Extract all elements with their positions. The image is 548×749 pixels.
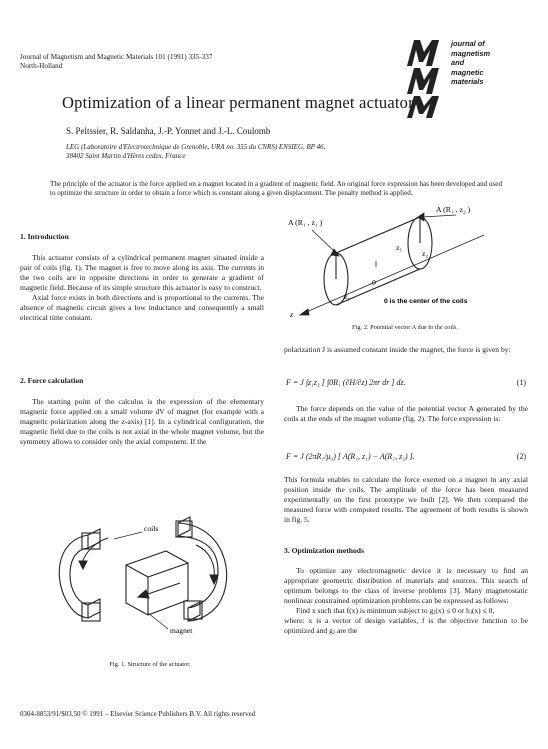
- paper-authors: S. Peltssier, R. Saldanha, J.-P. Yonnet and J.-L. Coulomb: [66, 126, 271, 136]
- journal-logo-text: [451, 39, 490, 87]
- left-coil: [59, 535, 88, 618]
- logo-word: magnetism: [451, 48, 491, 58]
- fig1-label-magnet: magnet: [170, 626, 193, 635]
- fig2-label-a2: A (R₁ , z₂ ): [436, 205, 471, 214]
- fig1-label-coils: coils: [144, 524, 159, 533]
- right-column-body: [284, 345, 528, 355]
- fig2-label-z-axis: z: [290, 310, 294, 319]
- section-2-heading: 2. Force calculation: [20, 376, 84, 385]
- logo-word: materials: [451, 77, 484, 86]
- equation-1-number: (1): [516, 378, 526, 387]
- figure-1-caption: Fig. 1. Structure of the actuator.: [109, 661, 191, 668]
- section-3-heading: 3. Optimization methods: [284, 546, 364, 555]
- paragraph: polarization J is assumed constant inside the magnet, the force is given by:: [284, 345, 511, 354]
- journal-citation: [20, 53, 212, 71]
- section-1-body: [20, 253, 264, 323]
- journal-line-2: North-Holland: [20, 62, 63, 70]
- right-column-body-3: [284, 475, 528, 525]
- paper-title: Optimization of a linear permanent magnet actuator: [62, 93, 414, 112]
- fig2-label-origin: 0: [372, 278, 376, 287]
- fig2-label-z2: z₂: [422, 249, 429, 258]
- paragraph: The starting point of the calculus is the expression of the elementary magnetic force applied on a small volume dV of magnet (for example with a magnetic polarization along the z-axis) [1]. In a cylindrical configuration, the magnetic field due to the coils is not axial in the whole magnet volume, but the symmetry allows to consider only the axial component. If the: [20, 397, 264, 446]
- logo-word: magnetic: [451, 67, 484, 77]
- equation-2-number: (2): [516, 452, 526, 461]
- figure-2-potential-vector: [284, 203, 532, 321]
- figure-1-actuator: [48, 505, 248, 643]
- paragraph: The force depends on the value of the potential vector A generated by the coils at the ends of the magnet volume (fig. 2). The force expression is:: [284, 404, 528, 423]
- paragraph: Axial force exists in both directions and is proportional to the currents. The absence of magnetic circuit gives a low inductance and consequently a small electrical time constant.: [20, 293, 264, 322]
- paragraph: To optimize any electromagnetic device it is necessary to find an appropriate geometric distribution of materials and sources. This search of optimum belongs to the class of inverse problems [3]. Many magnetostatic nonlinear constrained optimization problems can be expressed as follows:: [284, 566, 528, 605]
- author-affiliation: [66, 143, 325, 161]
- equation-2-body: F = J (2πR₁/μ₀) [ A(R₁, z₁) − A(R₁, z₂) ].: [286, 452, 415, 461]
- affiliation-line-1: LEG (Laboratoire d'Electrotechnique de Grenoble, URA no. 355 du CNRS) ENSIEG, BP 46,: [66, 143, 326, 151]
- copyright-footer: 0304-8853/91/$03.50 © 1991 – Elsevier Science Publishers B.V. All rights reserved: [20, 710, 256, 718]
- equation-1-body: F = J ∫z₁z₂ [ ∫0R₁ (∂H/∂z) 2πr dr ] dz.: [286, 378, 406, 387]
- fig2-label-a1: A (R₁ , z₁ ): [288, 218, 323, 227]
- affiliation-line-2: 38402 Saint Martin d'Hères cedex, France: [66, 152, 186, 160]
- section-2-body: [20, 397, 264, 447]
- fig2-label-center-note: 0 is the center of the coils: [384, 298, 468, 305]
- section-1-heading: 1. Introduction: [20, 232, 69, 241]
- right-column-body-2: [284, 404, 528, 424]
- figure-2-caption: Fig. 2. Potential vector A due to the coils.: [352, 324, 458, 331]
- section-3-body: [284, 566, 528, 636]
- equation-1: [286, 372, 526, 398]
- logo-word: journal of: [451, 39, 485, 48]
- abstract: The principle of the actuator is the force applied on a magnet located in a gradient of magnetic field. An original force expression has been developed and used to optimize the structure in order to obtain a force which is constant along a given displacement. The penalty method is applied.: [50, 180, 502, 198]
- logo-word: and: [451, 58, 465, 67]
- fig2-label-z1-bottom: z₁: [344, 292, 351, 301]
- paragraph: This actuator consists of a cylindrical permanent magnet situated inside a pair of coils (fig. 1). The magnet is free to move along its axis. The currents in the two coils are in opposite directions in order to generate a gradient of magnetic field. Because of its simple structure this actuator is easy to construct.: [20, 253, 264, 292]
- journal-line-1: Journal of Magnetism and Magnetic Materials 101 (1991) 335-337: [20, 53, 213, 61]
- paragraph: Find x such that f(x) is minimum subject to gⱼ(x) ≤ 0 or hⱼ(x) ≤ 0,: [296, 606, 495, 615]
- paragraph: This formula enables to calculate the force exerted on a magnet in any axial position inside the coils. The amplitude of the force has been measured experimentally on the first prototype we built [2]. We then compared the measured force with computed results. The agreement of both results is shown in fig. 5.: [284, 475, 528, 524]
- fig2-label-z1-top: z₁: [396, 243, 403, 252]
- paragraph: where: x is a vector of design variables, f is the objective function to be optimized and gⱼ are the: [284, 616, 528, 635]
- equation-2: [286, 446, 526, 472]
